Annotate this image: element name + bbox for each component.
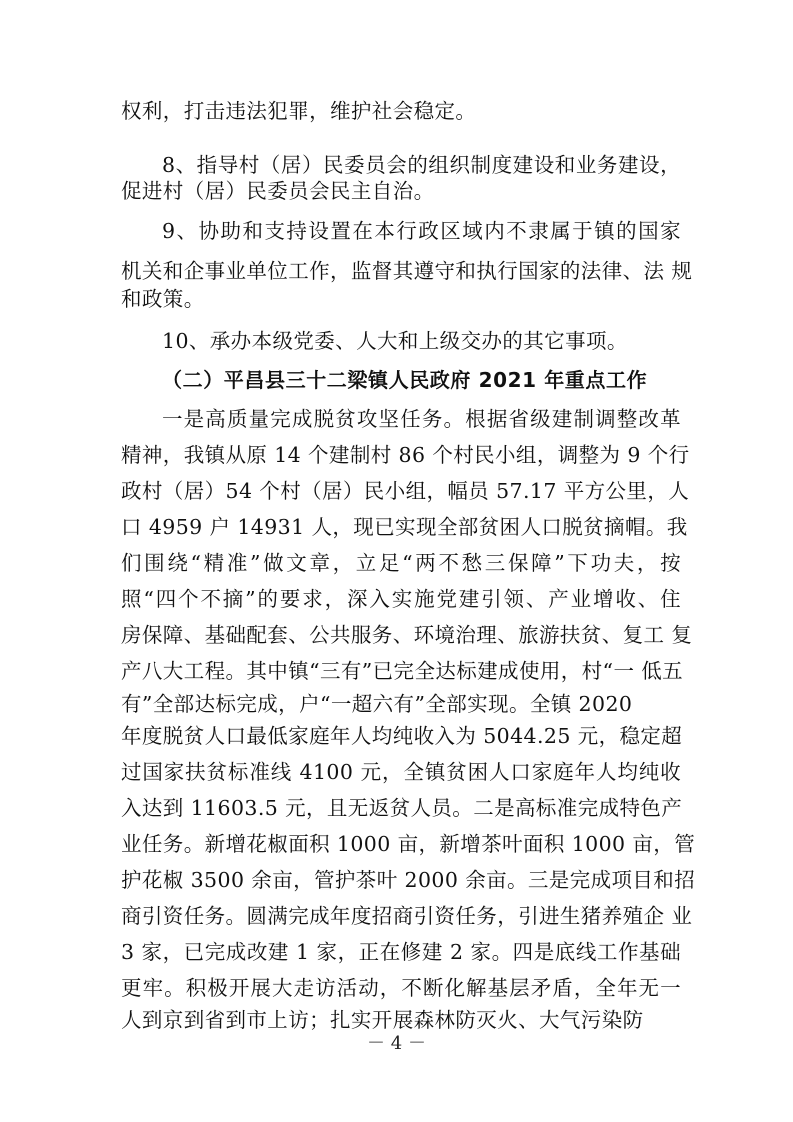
body-text-line: 们围绕“精准”做文章，立足“两不愁三保障”下功夫，按 bbox=[121, 551, 681, 575]
body-text-line: 和政策。 bbox=[121, 287, 205, 311]
page-number: － 4 － bbox=[367, 1033, 426, 1054]
body-text-line: 9、协助和支持设置在本行政区域内不隶属于镇的国家 bbox=[162, 219, 681, 243]
body-text-line: 促进村（居）民委员会民主自治。 bbox=[121, 179, 435, 203]
body-text-line: 8、指导村（居）民委员会的组织制度建设和业务建设， bbox=[162, 153, 681, 177]
body-text-line: 政村（居）54 个村（居）民小组，幅员 57.17 平方公里，人 bbox=[121, 479, 690, 503]
section-heading: （二）平昌县三十二梁镇人民政府 2021 年重点工作 bbox=[162, 368, 648, 392]
body-text-line: 过国家扶贫标准线 4100 元，全镇贫困人口家庭年人均纯收 bbox=[121, 760, 681, 784]
body-text-line: 10、承办本级党委、人大和上级交办的其它事项。 bbox=[162, 329, 628, 353]
body-text-line: 权利，打击违法犯罪，维护社会稳定。 bbox=[121, 99, 477, 123]
body-text-line: 商引资任务。圆满完成年度招商引资任务，引进生猪养殖企 业 bbox=[121, 904, 693, 928]
body-text-line: 年度脱贫人口最低家庭年人均纯收入为 5044.25 元，稳定超 bbox=[121, 724, 683, 748]
body-text-line: 业任务。新增花椒面积 1000 亩，新增茶叶面积 1000 亩，管 bbox=[121, 832, 696, 856]
body-text-line: 房保障、基础配套、公共服务、环境治理、旅游扶贫、复工 复 bbox=[121, 623, 693, 647]
body-text-line: 入达到 11603.5 元，且无返贫人员。二是高标准完成特色产 bbox=[121, 796, 683, 820]
body-text-line: 机关和企事业单位工作，监督其遵守和执行国家的法律、法 规 bbox=[121, 259, 693, 283]
body-text-line: 一是高质量完成脱贫攻坚任务。根据省级建制调整改革 bbox=[162, 407, 681, 431]
body-text-line: 人到京到省到市上访；扎实开展森林防灭火、大气污染防 bbox=[121, 1008, 644, 1032]
body-text-line: 照“四个不摘”的要求，深入实施党建引领、产业增收、住 bbox=[121, 587, 681, 611]
body-text-line: 护花椒 3500 余亩，管护茶叶 2000 余亩。三是完成项目和招 bbox=[121, 868, 696, 892]
body-text-line: 更牢。积极开展大走访活动，不断化解基层矛盾，全年无一 bbox=[121, 976, 681, 1000]
body-text-line: 3 家，已完成改建 1 家，正在修建 2 家。四是底线工作基础 bbox=[121, 940, 681, 964]
body-text-line: 精神，我镇从原 14 个建制村 86 个村民小组，调整为 9 个行 bbox=[121, 443, 690, 467]
body-text-line: 有”全部达标完成，户“一超六有”全部实现。全镇 2020 bbox=[121, 692, 633, 716]
body-text-line: 产八大工程。其中镇“三有”已完全达标建成使用，村“一 低五 bbox=[121, 659, 684, 683]
body-text-line: 口 4959 户 14931 人，现已实现全部贫困人口脱贫摘帽。我 bbox=[121, 515, 688, 539]
